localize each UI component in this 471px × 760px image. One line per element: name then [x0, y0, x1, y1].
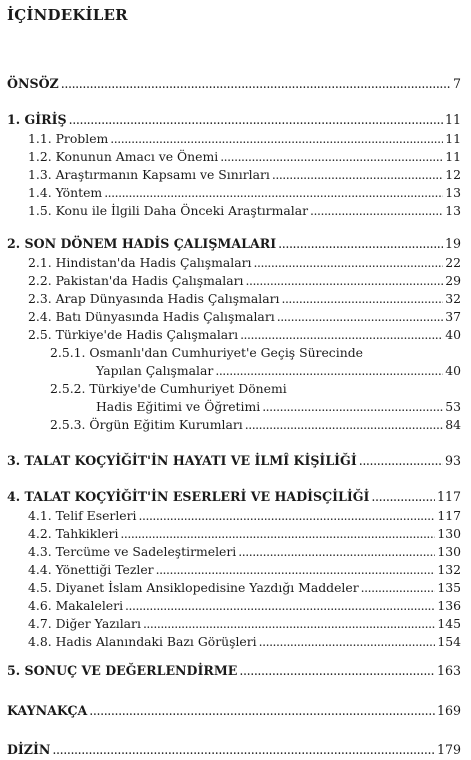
toc-page-number: 145 — [437, 616, 461, 631]
toc-entry-label: Hadis Eğitimi ve Öğretimi — [96, 399, 261, 414]
toc-entry-4-1[interactable] — [28, 508, 461, 523]
toc-page-number: 40 — [445, 327, 461, 342]
leader-dots — [310, 203, 443, 218]
leader-dots — [110, 131, 443, 146]
toc-entry-4-3[interactable] — [28, 544, 461, 559]
toc-entry-eserleri[interactable] — [7, 489, 461, 504]
toc-entry-2-5-1[interactable] — [96, 363, 461, 378]
toc-page-number: 179 — [436, 742, 461, 757]
toc-page-number: 130 — [437, 526, 461, 541]
toc-entry-label: 3. TALAT KOÇYİĞİT'İN HAYATI VE İLMÎ KİŞİLİĞİ — [7, 453, 357, 468]
leader-dots — [156, 562, 436, 577]
toc-page-number: 11 — [445, 149, 461, 164]
leader-dots — [246, 273, 444, 288]
toc-page-number: 13 — [445, 185, 461, 200]
toc-entry-son-donem[interactable] — [7, 236, 461, 251]
toc-entry-label: 4.1. Telif Eserleri — [28, 508, 137, 523]
leader-dots — [361, 580, 436, 595]
toc-entry-hayati[interactable] — [7, 453, 461, 468]
leader-dots — [143, 616, 435, 631]
toc-page-number: 22 — [445, 255, 461, 270]
toc-entry-label: 2.3. Arap Dünyasında Hadis Çalışmaları — [28, 291, 280, 306]
toc-entry-2-3[interactable] — [28, 291, 461, 306]
toc-entry-4-4[interactable] — [28, 562, 461, 577]
toc-entry-label: Yapılan Çalışmalar — [96, 363, 214, 378]
toc-page-number: 19 — [444, 236, 461, 251]
leader-dots — [139, 508, 436, 523]
toc-page-number: 130 — [437, 544, 461, 559]
leader-dots — [104, 185, 443, 200]
leader-dots — [238, 544, 435, 559]
toc-entry-label: 4.8. Hadis Alanındaki Bazı Görüşleri — [28, 634, 257, 649]
toc-page-number: 154 — [437, 634, 461, 649]
toc-entry-2-5-3[interactable] — [50, 417, 461, 432]
toc-page-number: 136 — [437, 598, 461, 613]
toc-entry-label: 1.5. Konu ile İlgili Daha Önceki Araştırmalar — [28, 203, 309, 218]
toc-entry-1-3[interactable] — [28, 167, 461, 182]
toc-entry-label: 1. GİRİŞ — [7, 112, 67, 127]
toc-entry-label: 4.5. Diyanet İslam Ansiklopedisine Yazdığı Maddeler — [28, 580, 359, 595]
toc-entry-sonuc[interactable] — [7, 663, 461, 678]
toc-entry-1-1[interactable] — [28, 131, 461, 146]
toc-entry-label: 2. SON DÖNEM HADİS ÇALIŞMALARI — [7, 236, 277, 251]
toc-entry-2-5[interactable] — [28, 327, 461, 342]
toc-entry-label: 1.4. Yöntem — [28, 185, 103, 200]
toc-entry-label: 4.3. Tercüme ve Sadeleştirmeleri — [28, 544, 237, 559]
toc-entry-2-2[interactable] — [28, 273, 461, 288]
leader-dots — [259, 634, 436, 649]
toc-entry-label: 2.5. Türkiye'de Hadis Çalışmaları — [28, 327, 239, 342]
toc-entry-4-8[interactable] — [28, 634, 461, 649]
page-title: İÇİNDEKİLER — [7, 6, 128, 24]
toc-entry-label: 2.5.3. Örgün Eğitim Kurumları — [50, 417, 243, 432]
toc-page-number: 53 — [445, 399, 461, 414]
toc-entry-dizin[interactable] — [7, 742, 461, 757]
toc-page-number: 117 — [436, 489, 461, 504]
toc-entry-2-5-2[interactable] — [96, 399, 461, 414]
leader-dots — [240, 327, 443, 342]
toc-entry-1-2[interactable] — [28, 149, 461, 164]
leader-dots — [277, 309, 444, 324]
toc-page-number: 169 — [436, 703, 461, 718]
toc-entry-label: 2.2. Pakistan'da Hadis Çalışmaları — [28, 273, 244, 288]
leader-dots — [215, 363, 443, 378]
leader-dots — [359, 453, 443, 468]
toc-entry-label: 2.4. Batı Dünyasında Hadis Çalışmaları — [28, 309, 275, 324]
toc-entry-1-5[interactable] — [28, 203, 461, 218]
toc-page-number: 40 — [445, 363, 461, 378]
toc-page-number: 13 — [445, 203, 461, 218]
leader-dots — [272, 167, 443, 182]
toc-entry-label: 5. SONUÇ VE DEĞERLENDİRME — [7, 663, 238, 678]
toc-entry-4-6[interactable] — [28, 598, 461, 613]
toc-page-number: 37 — [445, 309, 461, 324]
toc-entry-giris[interactable] — [7, 112, 461, 127]
toc-entry-label: 4.6. Makaleleri — [28, 598, 124, 613]
leader-dots — [371, 489, 435, 504]
toc-entry-label: ÖNSÖZ — [7, 76, 59, 91]
toc-entry-label: 4.4. Yönettiği Tezler — [28, 562, 154, 577]
toc-page-number: 29 — [445, 273, 461, 288]
toc-entry-label: 1.3. Araştırmanın Kapsamı ve Sınırları — [28, 167, 270, 182]
leader-dots — [254, 255, 444, 270]
toc-entry-onsoz[interactable] — [7, 76, 461, 91]
leader-dots — [278, 236, 443, 251]
toc-entry-label: DİZİN — [7, 742, 51, 757]
toc-entry-2-4[interactable] — [28, 309, 461, 324]
toc-page-number: 117 — [437, 508, 461, 523]
toc-entry-label: 4.2. Tahkikleri — [28, 526, 119, 541]
leader-dots — [262, 399, 443, 414]
toc-entry-label: KAYNAKÇA — [7, 703, 88, 718]
toc-page-number: 163 — [436, 663, 461, 678]
toc-entry-2-5-2-first-line[interactable]: 2.5.2. Türkiye'de Cumhuriyet Dönemi — [50, 381, 287, 396]
toc-entry-4-7[interactable] — [28, 616, 461, 631]
leader-dots — [220, 149, 443, 164]
toc-entry-label: 4.7. Diğer Yazıları — [28, 616, 141, 631]
toc-page-number: 7 — [452, 76, 461, 91]
leader-dots — [69, 112, 443, 127]
leader-dots — [125, 598, 435, 613]
toc-page-number: 93 — [444, 453, 461, 468]
toc-entry-label: 1.1. Problem — [28, 131, 109, 146]
leader-dots — [120, 526, 435, 541]
toc-page-number: 11 — [445, 131, 461, 146]
toc-page-number: 84 — [445, 417, 461, 432]
toc-entry-4-2[interactable] — [28, 526, 461, 541]
leader-dots — [52, 742, 435, 757]
leader-dots — [89, 703, 435, 718]
leader-dots — [239, 663, 435, 678]
toc-entry-2-1[interactable] — [28, 255, 461, 270]
toc-entry-4-5[interactable] — [28, 580, 461, 595]
toc-page-number: 135 — [437, 580, 461, 595]
leader-dots — [281, 291, 443, 306]
toc-entry-kaynakca[interactable] — [7, 703, 461, 718]
leader-dots — [245, 417, 443, 432]
leader-dots — [61, 76, 451, 91]
toc-page-number: 32 — [445, 291, 461, 306]
toc-page-number: 132 — [437, 562, 461, 577]
toc-entry-2-5-1-first-line[interactable]: 2.5.1. Osmanlı'dan Cumhuriyet'e Geçiş Sürecinde — [50, 345, 363, 360]
toc-entry-label: 2.1. Hindistan'da Hadis Çalışmaları — [28, 255, 252, 270]
toc-page-number: 12 — [445, 167, 461, 182]
toc-entry-1-4[interactable] — [28, 185, 461, 200]
toc-entry-label: 1.2. Konunun Amacı ve Önemi — [28, 149, 219, 164]
toc-entry-label: 4. TALAT KOÇYİĞİT'İN ESERLERİ VE HADİSÇİLİĞİ — [7, 489, 370, 504]
toc-page-number: 11 — [444, 112, 461, 127]
